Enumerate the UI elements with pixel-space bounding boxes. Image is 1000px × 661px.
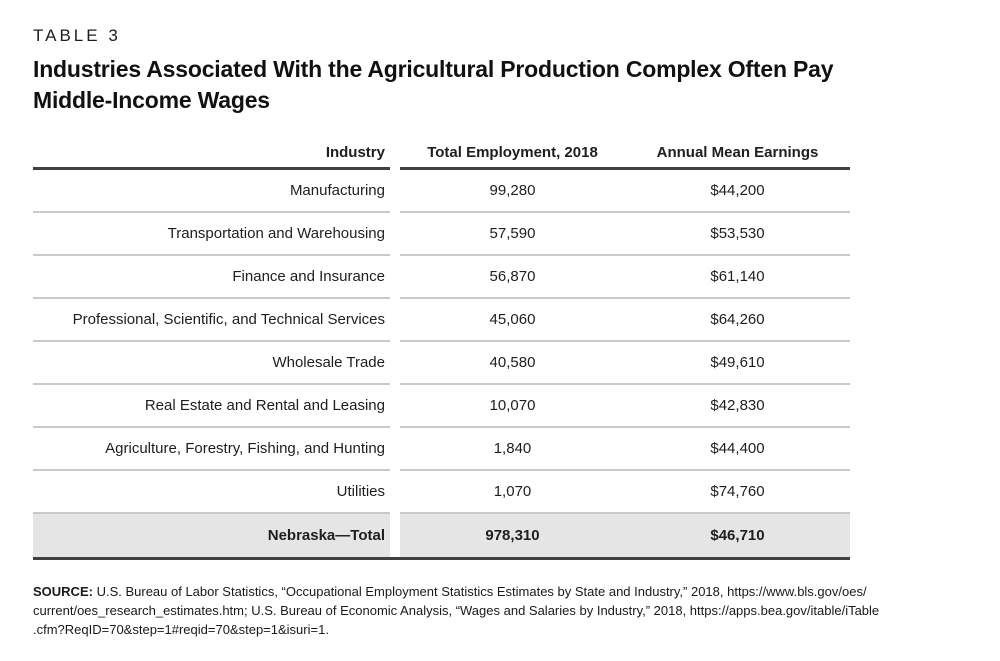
employment-cell: 57,590 [400, 213, 625, 256]
table-label: TABLE 3 [33, 26, 121, 45]
column-gap [390, 342, 400, 385]
source-line-3: .cfm?ReqID=70&step=1#reqid=70&step=1&isuri=1. [33, 622, 329, 637]
column-gap [390, 137, 400, 170]
industry-cell: Manufacturing [33, 170, 390, 213]
column-gap [390, 385, 400, 428]
table-title-line1: Industries Associated With the Agricultural Production Complex Often Pay [33, 56, 834, 82]
employment-cell: 56,870 [400, 256, 625, 299]
employment-cell: 10,070 [400, 385, 625, 428]
column-gap [390, 514, 400, 560]
source-line-1 [33, 582, 973, 601]
earnings-cell: $49,610 [625, 342, 850, 385]
table-body [33, 170, 850, 514]
earnings-cell: $53,530 [625, 213, 850, 256]
table-row [33, 256, 850, 299]
table-title [33, 54, 967, 116]
source-label: SOURCE: [33, 584, 93, 599]
total-row [33, 514, 850, 560]
industry-cell: Transportation and Warehousing [33, 213, 390, 256]
industry-cell: Finance and Insurance [33, 256, 390, 299]
total-industry-cell: Nebraska—Total [33, 514, 390, 560]
earnings-cell: $44,400 [625, 428, 850, 471]
employment-cell: 1,070 [400, 471, 625, 514]
source-note [33, 582, 973, 639]
table-row [33, 299, 850, 342]
column-header-employment: Total Employment, 2018 [400, 137, 625, 170]
total-earnings-cell: $46,710 [625, 514, 850, 560]
column-gap [390, 213, 400, 256]
column-header-earnings: Annual Mean Earnings [625, 137, 850, 170]
table-title-line2: Middle-Income Wages [33, 87, 270, 113]
industry-cell: Utilities [33, 471, 390, 514]
earnings-cell: $74,760 [625, 471, 850, 514]
earnings-cell: $44,200 [625, 170, 850, 213]
table-row [33, 428, 850, 471]
column-header-industry: Industry [33, 137, 390, 170]
industry-cell: Professional, Scientific, and Technical Services [33, 299, 390, 342]
source-line-2: current/oes_research_estimates.htm; U.S. Bureau of Economic Analysis, “Wages and Salaries by Industry,” 2018, https://apps.bea.gov/itable/iTable [33, 603, 880, 618]
column-gap [390, 170, 400, 213]
employment-cell: 40,580 [400, 342, 625, 385]
industry-cell: Real Estate and Rental and Leasing [33, 385, 390, 428]
earnings-cell: $42,830 [625, 385, 850, 428]
column-gap [390, 299, 400, 342]
table-row [33, 170, 850, 213]
employment-cell: 45,060 [400, 299, 625, 342]
total-employment-cell: 978,310 [400, 514, 625, 560]
employment-cell: 99,280 [400, 170, 625, 213]
table-row [33, 213, 850, 256]
table-header-row [33, 137, 850, 170]
source-line-1-text: U.S. Bureau of Labor Statistics, “Occupational Employment Statistics Estimates by State and Industry,” 2018, https://www.bls.gov/oes/ [92, 584, 867, 599]
column-gap [390, 256, 400, 299]
table-row [33, 385, 850, 428]
employment-cell: 1,840 [400, 428, 625, 471]
data-table [33, 137, 850, 560]
earnings-cell: $64,260 [625, 299, 850, 342]
industry-cell: Agriculture, Forestry, Fishing, and Hunting [33, 428, 390, 471]
industry-cell: Wholesale Trade [33, 342, 390, 385]
earnings-cell: $61,140 [625, 256, 850, 299]
table-row [33, 342, 850, 385]
column-gap [390, 471, 400, 514]
table-row [33, 471, 850, 514]
column-gap [390, 428, 400, 471]
